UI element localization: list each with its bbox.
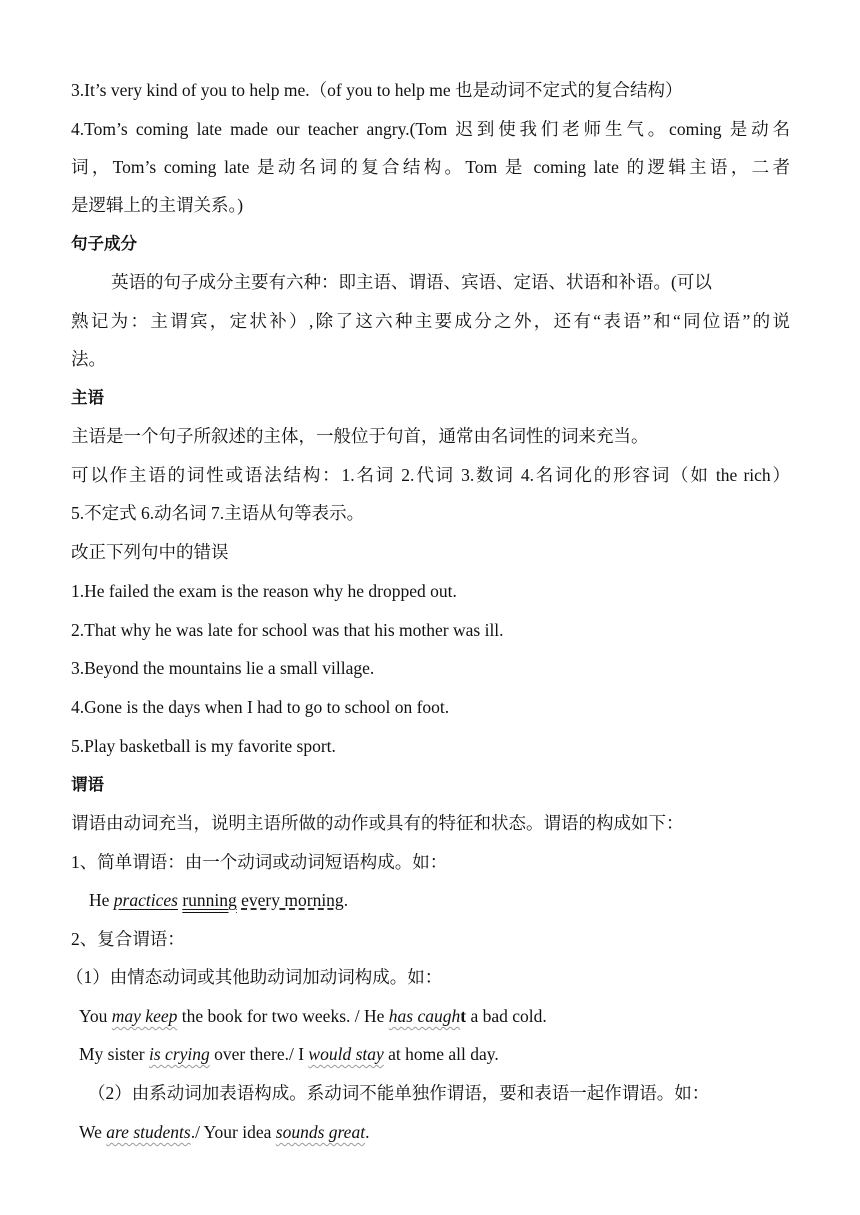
example-text: My sister xyxy=(79,1044,149,1064)
predicate-text: may keep xyxy=(111,1006,178,1026)
example-text: He xyxy=(89,890,114,910)
text-line: 可以作主语的词性或语法结构：1.名词 2.代词 3.数词 4.名词化的形容词（如 the rich） xyxy=(71,465,790,485)
example-text: t xyxy=(460,1006,467,1026)
example-sentence xyxy=(79,1042,499,1066)
text-line: 英语的句子成分主要有六种：即主语、谓语、宾语、定语、状语和补语。(可以 xyxy=(111,272,712,292)
section-heading: 谓语 xyxy=(71,775,104,794)
predicate-text: are students xyxy=(106,1122,191,1142)
example-text: ./ Your idea xyxy=(190,1122,276,1142)
example-sentence xyxy=(89,888,348,912)
text-line: 是逻辑上的主谓关系。) xyxy=(71,195,244,215)
exercise-item: 3.Beyond the mountains lie a small village. xyxy=(71,658,375,678)
text-line: 5.不定式 6.动名词 7.主语从句等表示。 xyxy=(71,503,365,523)
example-text: We xyxy=(79,1122,107,1142)
predicate-text: has caugh xyxy=(388,1006,461,1026)
example-text: You xyxy=(79,1006,112,1026)
object-text: running xyxy=(182,890,237,910)
section-heading: 句子成分 xyxy=(71,234,137,253)
example-text: a bad cold. xyxy=(466,1006,547,1026)
text-line: 谓语由动词充当，说明主语所做的动作或具有的特征和状态。谓语的构成如下： xyxy=(71,813,684,833)
text-line: 1、简单谓语：由一个动词或动词短语构成。如： xyxy=(71,852,448,872)
adverbial-text: every morning xyxy=(241,890,344,910)
exercise-item: 2.That why he was late for school was that his mother was ill. xyxy=(71,620,504,640)
text-line: （2）由系动词加表语构成。系动词不能单独作谓语，要和表语一起作谓语。如： xyxy=(88,1083,710,1103)
text-line: （1）由情态动词或其他助动词加动词构成。如： xyxy=(66,967,443,987)
example-text: at home all day. xyxy=(383,1044,499,1064)
predicate-text: practices xyxy=(113,890,178,910)
predicate-text: would stay xyxy=(308,1044,384,1064)
text-line: 改正下列句中的错误 xyxy=(71,542,229,562)
text-line: 熟记为：主谓宾，定状补）,除了这六种主要成分之外，还有“表语”和“同位语”的说 xyxy=(71,311,790,331)
section-heading: 主语 xyxy=(71,388,104,407)
example-sentence xyxy=(79,1120,369,1144)
example-text: . xyxy=(343,890,349,910)
text-line: 词，Tom’s coming late 是动名词的复合结构。Tom 是 coming late 的逻辑主语，二者 xyxy=(71,157,790,177)
text-line: 2、复合谓语： xyxy=(71,929,185,949)
example-text: the book for two weeks. / He xyxy=(177,1006,389,1026)
text-line: 法。 xyxy=(71,349,106,369)
exercise-item: 5.Play basketball is my favorite sport. xyxy=(71,736,336,756)
example-text: over there./ I xyxy=(209,1044,309,1064)
exercise-item: 1.He failed the exam is the reason why he dropped out. xyxy=(71,581,457,601)
predicate-text: is crying xyxy=(149,1044,210,1064)
predicate-text: sounds great xyxy=(275,1122,366,1142)
text-line: 3.It’s very kind of you to help me.（of you to help me 也是动词不定式的复合结构） xyxy=(71,80,683,100)
text-line: 主语是一个句子所叙述的主体，一般位于句首，通常由名词性的词来充当。 xyxy=(71,426,649,446)
text-line: 4.Tom’s coming late made our teacher angry.(Tom 迟到使我们老师生气。coming 是动名 xyxy=(71,119,790,139)
exercise-item: 4.Gone is the days when I had to go to school on foot. xyxy=(71,697,450,717)
example-text: . xyxy=(365,1122,370,1142)
example-sentence xyxy=(79,1004,547,1028)
